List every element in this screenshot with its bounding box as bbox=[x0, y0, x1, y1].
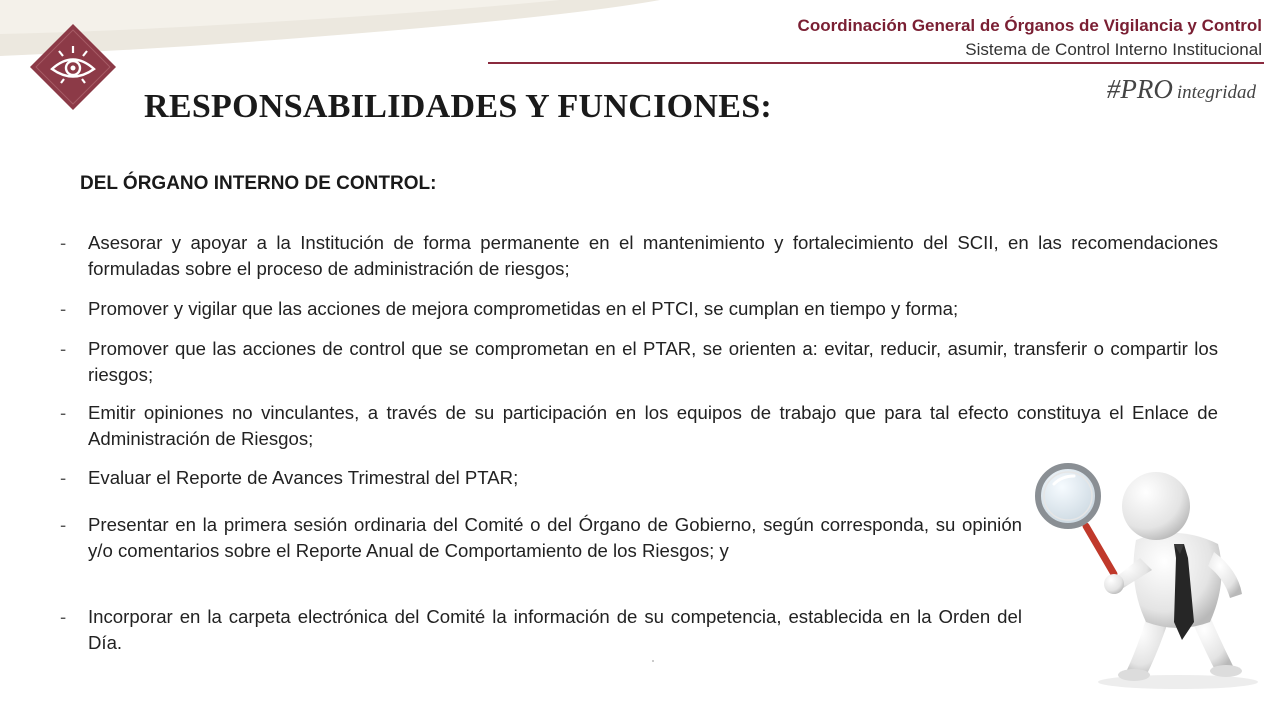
list-item-text: Promover que las acciones de control que se comprometan en el PTAR, se orienten a: evitar, reducir, asumir, transferir o compartir los riesgos; bbox=[88, 338, 1218, 385]
system-name: Sistema de Control Interno Institucional bbox=[965, 40, 1262, 59]
organization-name: Coordinación General de Órganos de Vigilancia y Control bbox=[797, 16, 1262, 35]
magnifying-glass-person-icon bbox=[1028, 462, 1268, 692]
tagline bbox=[1107, 74, 1256, 105]
list-item-text: Promover y vigilar que las acciones de mejora comprometidas en el PTCI, se cumplan en tiempo y forma; bbox=[88, 298, 959, 319]
list-item bbox=[60, 230, 1218, 282]
bullet-dash: - bbox=[60, 514, 67, 535]
bullet-dash: - bbox=[60, 606, 67, 627]
section-subtitle: DEL ÓRGANO INTERNO DE CONTROL: bbox=[80, 173, 437, 194]
list-item-text: Incorporar en la carpeta electrónica del Comité la información de su competencia, establecida en la Orden del Día. bbox=[88, 606, 1022, 653]
list-item bbox=[60, 296, 1218, 322]
list-item-text: Emitir opiniones no vinculantes, a través de su participación en los equipos de trabajo que para tal efecto constituya el Enlace de Administración de Riesgos; bbox=[88, 402, 1218, 449]
decorative-dot bbox=[652, 660, 654, 662]
list-item bbox=[60, 604, 1022, 656]
list-item bbox=[60, 336, 1218, 388]
list-item-text: Presentar en la primera sesión ordinaria del Comité o del Órgano de Gobierno, según corresponda, su opinión y/o comentarios sobre el Reporte Anual de Comportamiento de los Riesgos; y bbox=[88, 514, 1022, 561]
bullet-dash: - bbox=[60, 338, 67, 359]
tagline-main: #PRO bbox=[1106, 74, 1173, 104]
bullet-dash: - bbox=[60, 402, 67, 423]
list-item-text: Asesorar y apoyar a la Institución de forma permanente en el mantenimiento y fortalecimiento del SCII, en las recomendaciones formuladas sobre el proceso de administración de riesgos; bbox=[88, 232, 1218, 279]
list-item bbox=[60, 512, 1022, 564]
eye-diamond-logo-icon bbox=[28, 22, 118, 112]
bullet-dash: - bbox=[60, 467, 67, 488]
header-divider bbox=[488, 62, 1264, 64]
bullet-dash: - bbox=[60, 298, 67, 319]
tagline-sub: integridad bbox=[1176, 82, 1256, 103]
list-item bbox=[60, 400, 1218, 452]
list-item-text: Evaluar el Reporte de Avances Trimestral del PTAR; bbox=[88, 467, 519, 488]
page-title: RESPONSABILIDADES Y FUNCIONES: bbox=[144, 88, 773, 125]
bullet-dash: - bbox=[60, 232, 67, 253]
